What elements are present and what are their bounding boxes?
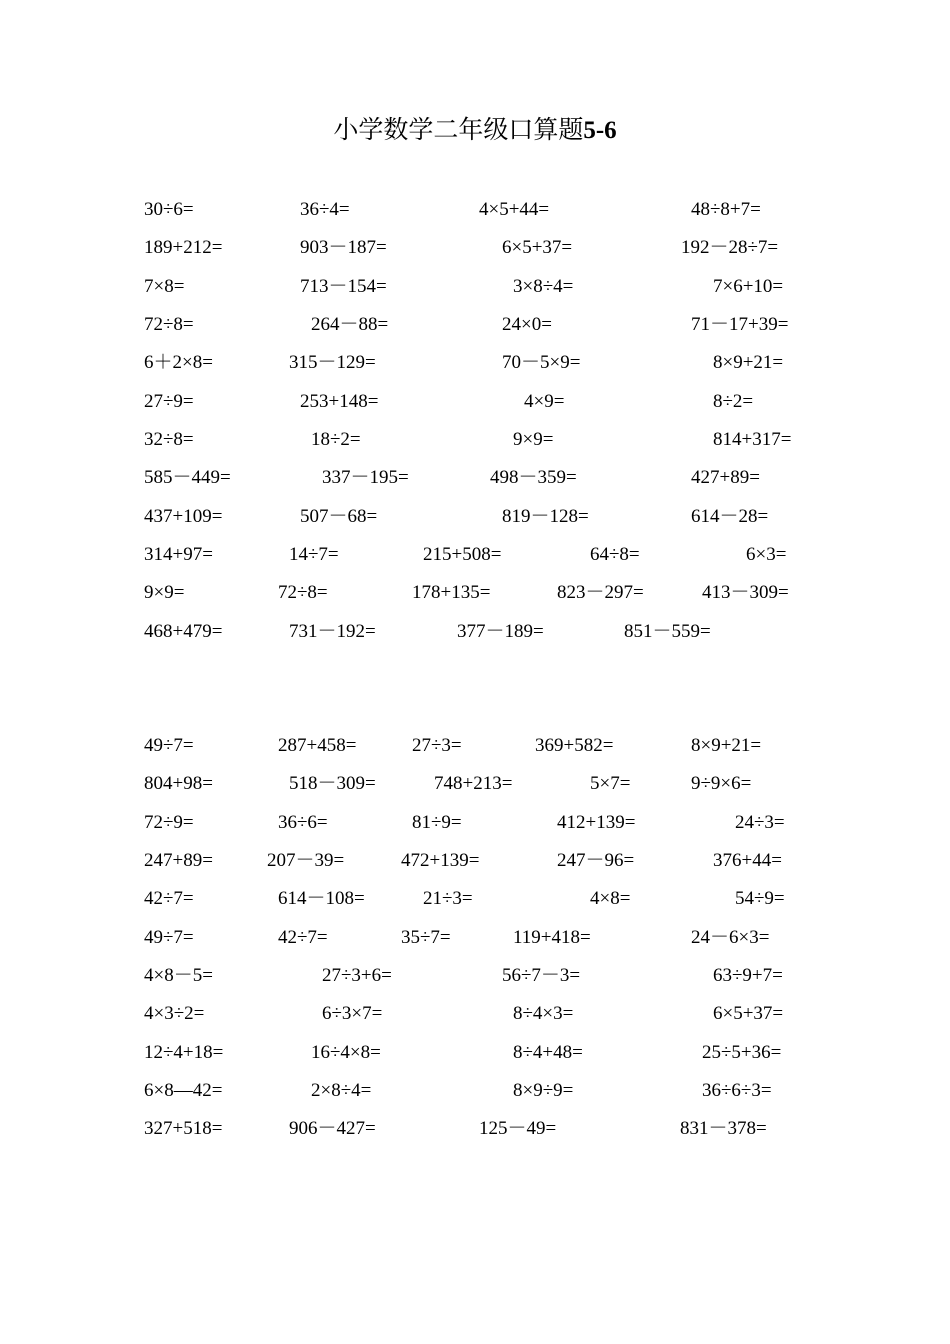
arithmetic-problem: 30÷6= — [144, 199, 194, 220]
arithmetic-problem: 70－5×9= — [502, 352, 581, 373]
arithmetic-problem: 27÷3= — [412, 735, 462, 756]
arithmetic-problem: 42÷7= — [144, 888, 194, 909]
arithmetic-problem: 314+97= — [144, 544, 213, 565]
page-title — [0, 110, 950, 146]
arithmetic-problem: 518－309= — [289, 773, 376, 794]
arithmetic-problem: 72÷9= — [144, 812, 194, 833]
arithmetic-problem: 6×5+37= — [502, 237, 573, 258]
arithmetic-problem: 24×0= — [502, 314, 552, 335]
arithmetic-problem: 614－108= — [278, 888, 365, 909]
arithmetic-problem: 63÷9+7= — [713, 965, 783, 986]
arithmetic-problem: 903－187= — [300, 237, 387, 258]
arithmetic-problem: 35÷7= — [401, 927, 451, 948]
arithmetic-problem: 42÷7= — [278, 927, 328, 948]
arithmetic-problem: 6÷3×7= — [322, 1003, 383, 1024]
arithmetic-problem: 327+518= — [144, 1118, 223, 1139]
arithmetic-problem: 4×5+44= — [479, 199, 550, 220]
arithmetic-problem: 125－49= — [479, 1118, 557, 1139]
arithmetic-problem: 16÷4×8= — [311, 1042, 381, 1063]
arithmetic-problem: 27÷3+6= — [322, 965, 392, 986]
arithmetic-problem: 56÷7－3= — [502, 965, 581, 986]
arithmetic-problem: 731－192= — [289, 621, 376, 642]
arithmetic-problem: 906－427= — [289, 1118, 376, 1139]
arithmetic-problem: 4×8= — [590, 888, 631, 909]
arithmetic-problem: 6×8—42= — [144, 1080, 223, 1101]
arithmetic-problem: 413－309= — [702, 582, 789, 603]
arithmetic-problem: 468+479= — [144, 621, 223, 642]
title-number: 5-6 — [583, 117, 617, 144]
arithmetic-problem: 24－6×3= — [691, 927, 770, 948]
arithmetic-problem: 178+135= — [412, 582, 491, 603]
arithmetic-problem: 376+44= — [713, 850, 782, 871]
arithmetic-problem: 8÷2= — [713, 391, 754, 412]
arithmetic-problem: 9×9= — [513, 429, 554, 450]
arithmetic-problem: 18÷2= — [311, 429, 361, 450]
arithmetic-problem: 189+212= — [144, 237, 223, 258]
arithmetic-problem: 9×9= — [144, 582, 185, 603]
arithmetic-problem: 748+213= — [434, 773, 513, 794]
arithmetic-problem: 5×7= — [590, 773, 631, 794]
arithmetic-problem: 614－28= — [691, 506, 769, 527]
arithmetic-problem: 36÷6= — [278, 812, 328, 833]
arithmetic-problem: 247+89= — [144, 850, 213, 871]
arithmetic-problem: 72÷8= — [278, 582, 328, 603]
arithmetic-problem: 412+139= — [557, 812, 636, 833]
arithmetic-problem: 192－28÷7= — [681, 237, 779, 258]
arithmetic-problem: 27÷9= — [144, 391, 194, 412]
arithmetic-problem: 4×9= — [524, 391, 565, 412]
arithmetic-problem: 377－189= — [457, 621, 544, 642]
arithmetic-problem: 8÷4×3= — [513, 1003, 574, 1024]
arithmetic-problem: 49÷7= — [144, 927, 194, 948]
arithmetic-problem: 2×8÷4= — [311, 1080, 372, 1101]
arithmetic-problem: 49÷7= — [144, 735, 194, 756]
arithmetic-problem: 253+148= — [300, 391, 379, 412]
arithmetic-problem: 6＋2×8= — [144, 352, 213, 373]
arithmetic-problem: 6×5+37= — [713, 1003, 784, 1024]
arithmetic-problem: 507－68= — [300, 506, 378, 527]
arithmetic-problem: 25÷5+36= — [702, 1042, 782, 1063]
arithmetic-problem: 8×9+21= — [713, 352, 784, 373]
arithmetic-problem: 14÷7= — [289, 544, 339, 565]
arithmetic-problem: 4×3÷2= — [144, 1003, 205, 1024]
arithmetic-problem: 437+109= — [144, 506, 223, 527]
arithmetic-problem: 337－195= — [322, 467, 409, 488]
arithmetic-problem: 36÷4= — [300, 199, 350, 220]
arithmetic-problem: 64÷8= — [590, 544, 640, 565]
arithmetic-problem: 831－378= — [680, 1118, 767, 1139]
arithmetic-problem: 427+89= — [691, 467, 760, 488]
arithmetic-problem: 3×8÷4= — [513, 276, 574, 297]
arithmetic-problem: 54÷9= — [735, 888, 785, 909]
arithmetic-problem: 819－128= — [502, 506, 589, 527]
arithmetic-problem: 207－39= — [267, 850, 345, 871]
arithmetic-problem: 72÷8= — [144, 314, 194, 335]
arithmetic-problem: 119+418= — [513, 927, 591, 948]
arithmetic-problem: 851－559= — [624, 621, 711, 642]
arithmetic-problem: 247－96= — [557, 850, 635, 871]
arithmetic-problem: 498－359= — [490, 467, 577, 488]
arithmetic-problem: 6×3= — [746, 544, 787, 565]
arithmetic-problem: 7×6+10= — [713, 276, 784, 297]
arithmetic-problem: 8÷4+48= — [513, 1042, 583, 1063]
arithmetic-problem: 287+458= — [278, 735, 357, 756]
arithmetic-problem: 8×9+21= — [691, 735, 762, 756]
arithmetic-problem: 81÷9= — [412, 812, 462, 833]
arithmetic-problem: 585－449= — [144, 467, 231, 488]
arithmetic-problem: 804+98= — [144, 773, 213, 794]
arithmetic-problem: 215+508= — [423, 544, 502, 565]
arithmetic-problem: 472+139= — [401, 850, 480, 871]
arithmetic-problem: 369+582= — [535, 735, 614, 756]
arithmetic-problem: 21÷3= — [423, 888, 473, 909]
arithmetic-problem: 32÷8= — [144, 429, 194, 450]
arithmetic-problem: 36÷6÷3= — [702, 1080, 772, 1101]
arithmetic-problem: 713－154= — [300, 276, 387, 297]
arithmetic-problem: 315－129= — [289, 352, 376, 373]
arithmetic-problem: 7×8= — [144, 276, 185, 297]
arithmetic-problem: 9÷9×6= — [691, 773, 752, 794]
arithmetic-problem: 823－297= — [557, 582, 644, 603]
arithmetic-problem: 814+317= — [713, 429, 792, 450]
arithmetic-problem: 12÷4+18= — [144, 1042, 224, 1063]
arithmetic-problem: 48÷8+7= — [691, 199, 761, 220]
arithmetic-problem: 264－88= — [311, 314, 389, 335]
title-text: 小学数学二年级口算题 — [333, 117, 584, 144]
arithmetic-problem: 71－17+39= — [691, 314, 789, 335]
arithmetic-problem: 24÷3= — [735, 812, 785, 833]
arithmetic-problem: 4×8－5= — [144, 965, 213, 986]
arithmetic-problem: 8×9÷9= — [513, 1080, 574, 1101]
